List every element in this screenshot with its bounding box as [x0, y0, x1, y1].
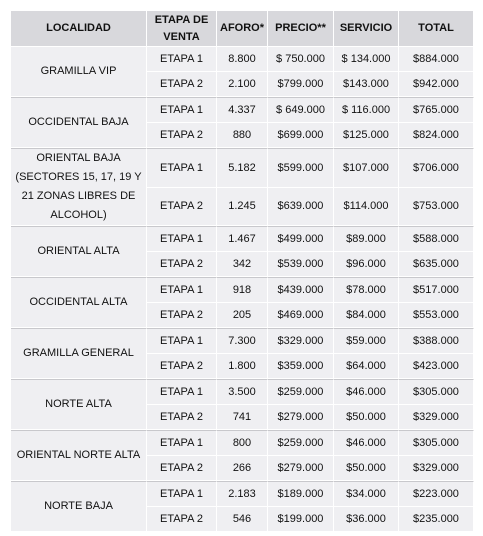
etapa-cell: ETAPA 1 [147, 481, 217, 507]
servicio-cell: $64.000 [334, 354, 399, 379]
precio-cell: $499.000 [268, 226, 334, 252]
servicio-cell: $89.000 [334, 226, 399, 252]
aforo-cell: 3.500 [217, 379, 268, 405]
total-cell: $305.000 [399, 379, 474, 405]
total-cell: $423.000 [399, 354, 474, 379]
table-row [11, 47, 474, 72]
aforo-cell: 918 [217, 277, 268, 303]
precio-cell: $259.000 [268, 430, 334, 456]
total-cell: $824.000 [399, 123, 474, 148]
aforo-cell: 800 [217, 430, 268, 456]
total-cell: $517.000 [399, 277, 474, 303]
localidad-cell: NORTE ALTA [11, 379, 147, 430]
servicio-cell: $34.000 [334, 481, 399, 507]
servicio-cell: $50.000 [334, 456, 399, 481]
localidad-cell: NORTE BAJA [11, 481, 147, 532]
total-cell: $235.000 [399, 507, 474, 532]
etapa-cell: ETAPA 1 [147, 226, 217, 252]
etapa-cell: ETAPA 1 [147, 430, 217, 456]
table-row [11, 481, 474, 507]
total-cell: $635.000 [399, 252, 474, 277]
servicio-cell: $59.000 [334, 328, 399, 354]
precio-cell: $279.000 [268, 405, 334, 430]
header-localidad: LOCALIDAD [11, 11, 147, 47]
total-cell: $706.000 [399, 148, 474, 188]
servicio-cell: $78.000 [334, 277, 399, 303]
precio-cell: $699.000 [268, 123, 334, 148]
aforo-cell: 741 [217, 405, 268, 430]
total-cell: $329.000 [399, 405, 474, 430]
precio-cell: $199.000 [268, 507, 334, 532]
localidad-cell: ORIENTAL ALTA [11, 226, 147, 277]
servicio-cell: $114.000 [334, 188, 399, 226]
aforo-cell: 1.467 [217, 226, 268, 252]
etapa-cell: ETAPA 1 [147, 47, 217, 72]
total-cell: $588.000 [399, 226, 474, 252]
localidad-cell: OCCIDENTAL ALTA [11, 277, 147, 328]
etapa-cell: ETAPA 2 [147, 303, 217, 328]
servicio-cell: $ 116.000 [334, 97, 399, 123]
header-etapa: ETAPA DE VENTA [147, 11, 217, 47]
etapa-cell: ETAPA 1 [147, 97, 217, 123]
precio-cell: $359.000 [268, 354, 334, 379]
table-row [11, 430, 474, 456]
total-cell: $884.000 [399, 47, 474, 72]
aforo-cell: 7.300 [217, 328, 268, 354]
precio-cell: $469.000 [268, 303, 334, 328]
servicio-cell: $143.000 [334, 72, 399, 97]
precio-cell: $189.000 [268, 481, 334, 507]
total-cell: $753.000 [399, 188, 474, 226]
table-row [11, 328, 474, 354]
header-servicio: SERVICIO [334, 11, 399, 47]
aforo-cell: 4.337 [217, 97, 268, 123]
header-row [11, 11, 474, 47]
header-aforo: AFORO* [217, 11, 268, 47]
total-cell: $329.000 [399, 456, 474, 481]
aforo-cell: 205 [217, 303, 268, 328]
precio-cell: $279.000 [268, 456, 334, 481]
etapa-cell: ETAPA 2 [147, 456, 217, 481]
aforo-cell: 1.800 [217, 354, 268, 379]
total-cell: $223.000 [399, 481, 474, 507]
table-row [11, 277, 474, 303]
servicio-cell: $46.000 [334, 379, 399, 405]
servicio-cell: $84.000 [334, 303, 399, 328]
precio-cell: $329.000 [268, 328, 334, 354]
servicio-cell: $125.000 [334, 123, 399, 148]
servicio-cell: $36.000 [334, 507, 399, 532]
total-cell: $765.000 [399, 97, 474, 123]
precio-cell: $639.000 [268, 188, 334, 226]
localidad-cell: ORIENTAL BAJA (SECTORES 15, 17, 19 Y 21 ZONAS LIBRES DE ALCOHOL) [11, 148, 147, 226]
etapa-cell: ETAPA 2 [147, 507, 217, 532]
aforo-cell: 266 [217, 456, 268, 481]
aforo-cell: 880 [217, 123, 268, 148]
etapa-cell: ETAPA 2 [147, 405, 217, 430]
precio-cell: $599.000 [268, 148, 334, 188]
table-row [11, 379, 474, 405]
aforo-cell: 5.182 [217, 148, 268, 188]
header-total: TOTAL [399, 11, 474, 47]
table-row [11, 97, 474, 123]
total-cell: $942.000 [399, 72, 474, 97]
precio-cell: $439.000 [268, 277, 334, 303]
table-body [11, 47, 474, 532]
aforo-cell: 342 [217, 252, 268, 277]
servicio-cell: $50.000 [334, 405, 399, 430]
table-header [11, 11, 474, 47]
price-table [11, 11, 474, 532]
localidad-cell: GRAMILLA VIP [11, 47, 147, 97]
aforo-cell: 2.183 [217, 481, 268, 507]
etapa-cell: ETAPA 2 [147, 72, 217, 97]
localidad-cell: OCCIDENTAL BAJA [11, 97, 147, 148]
precio-cell: $ 649.000 [268, 97, 334, 123]
table-row [11, 226, 474, 252]
etapa-cell: ETAPA 2 [147, 188, 217, 226]
servicio-cell: $107.000 [334, 148, 399, 188]
total-cell: $553.000 [399, 303, 474, 328]
total-cell: $305.000 [399, 430, 474, 456]
servicio-cell: $ 134.000 [334, 47, 399, 72]
servicio-cell: $46.000 [334, 430, 399, 456]
aforo-cell: 546 [217, 507, 268, 532]
localidad-cell: GRAMILLA GENERAL [11, 328, 147, 379]
header-precio: PRECIO** [268, 11, 334, 47]
table-row [11, 148, 474, 188]
precio-cell: $539.000 [268, 252, 334, 277]
etapa-cell: ETAPA 1 [147, 148, 217, 188]
precio-cell: $799.000 [268, 72, 334, 97]
servicio-cell: $96.000 [334, 252, 399, 277]
etapa-cell: ETAPA 2 [147, 354, 217, 379]
etapa-cell: ETAPA 1 [147, 277, 217, 303]
precio-cell: $259.000 [268, 379, 334, 405]
aforo-cell: 2.100 [217, 72, 268, 97]
etapa-cell: ETAPA 1 [147, 328, 217, 354]
localidad-cell: ORIENTAL NORTE ALTA [11, 430, 147, 481]
aforo-cell: 1.245 [217, 188, 268, 226]
etapa-cell: ETAPA 2 [147, 123, 217, 148]
precio-cell: $ 750.000 [268, 47, 334, 72]
etapa-cell: ETAPA 1 [147, 379, 217, 405]
etapa-cell: ETAPA 2 [147, 252, 217, 277]
total-cell: $388.000 [399, 328, 474, 354]
aforo-cell: 8.800 [217, 47, 268, 72]
